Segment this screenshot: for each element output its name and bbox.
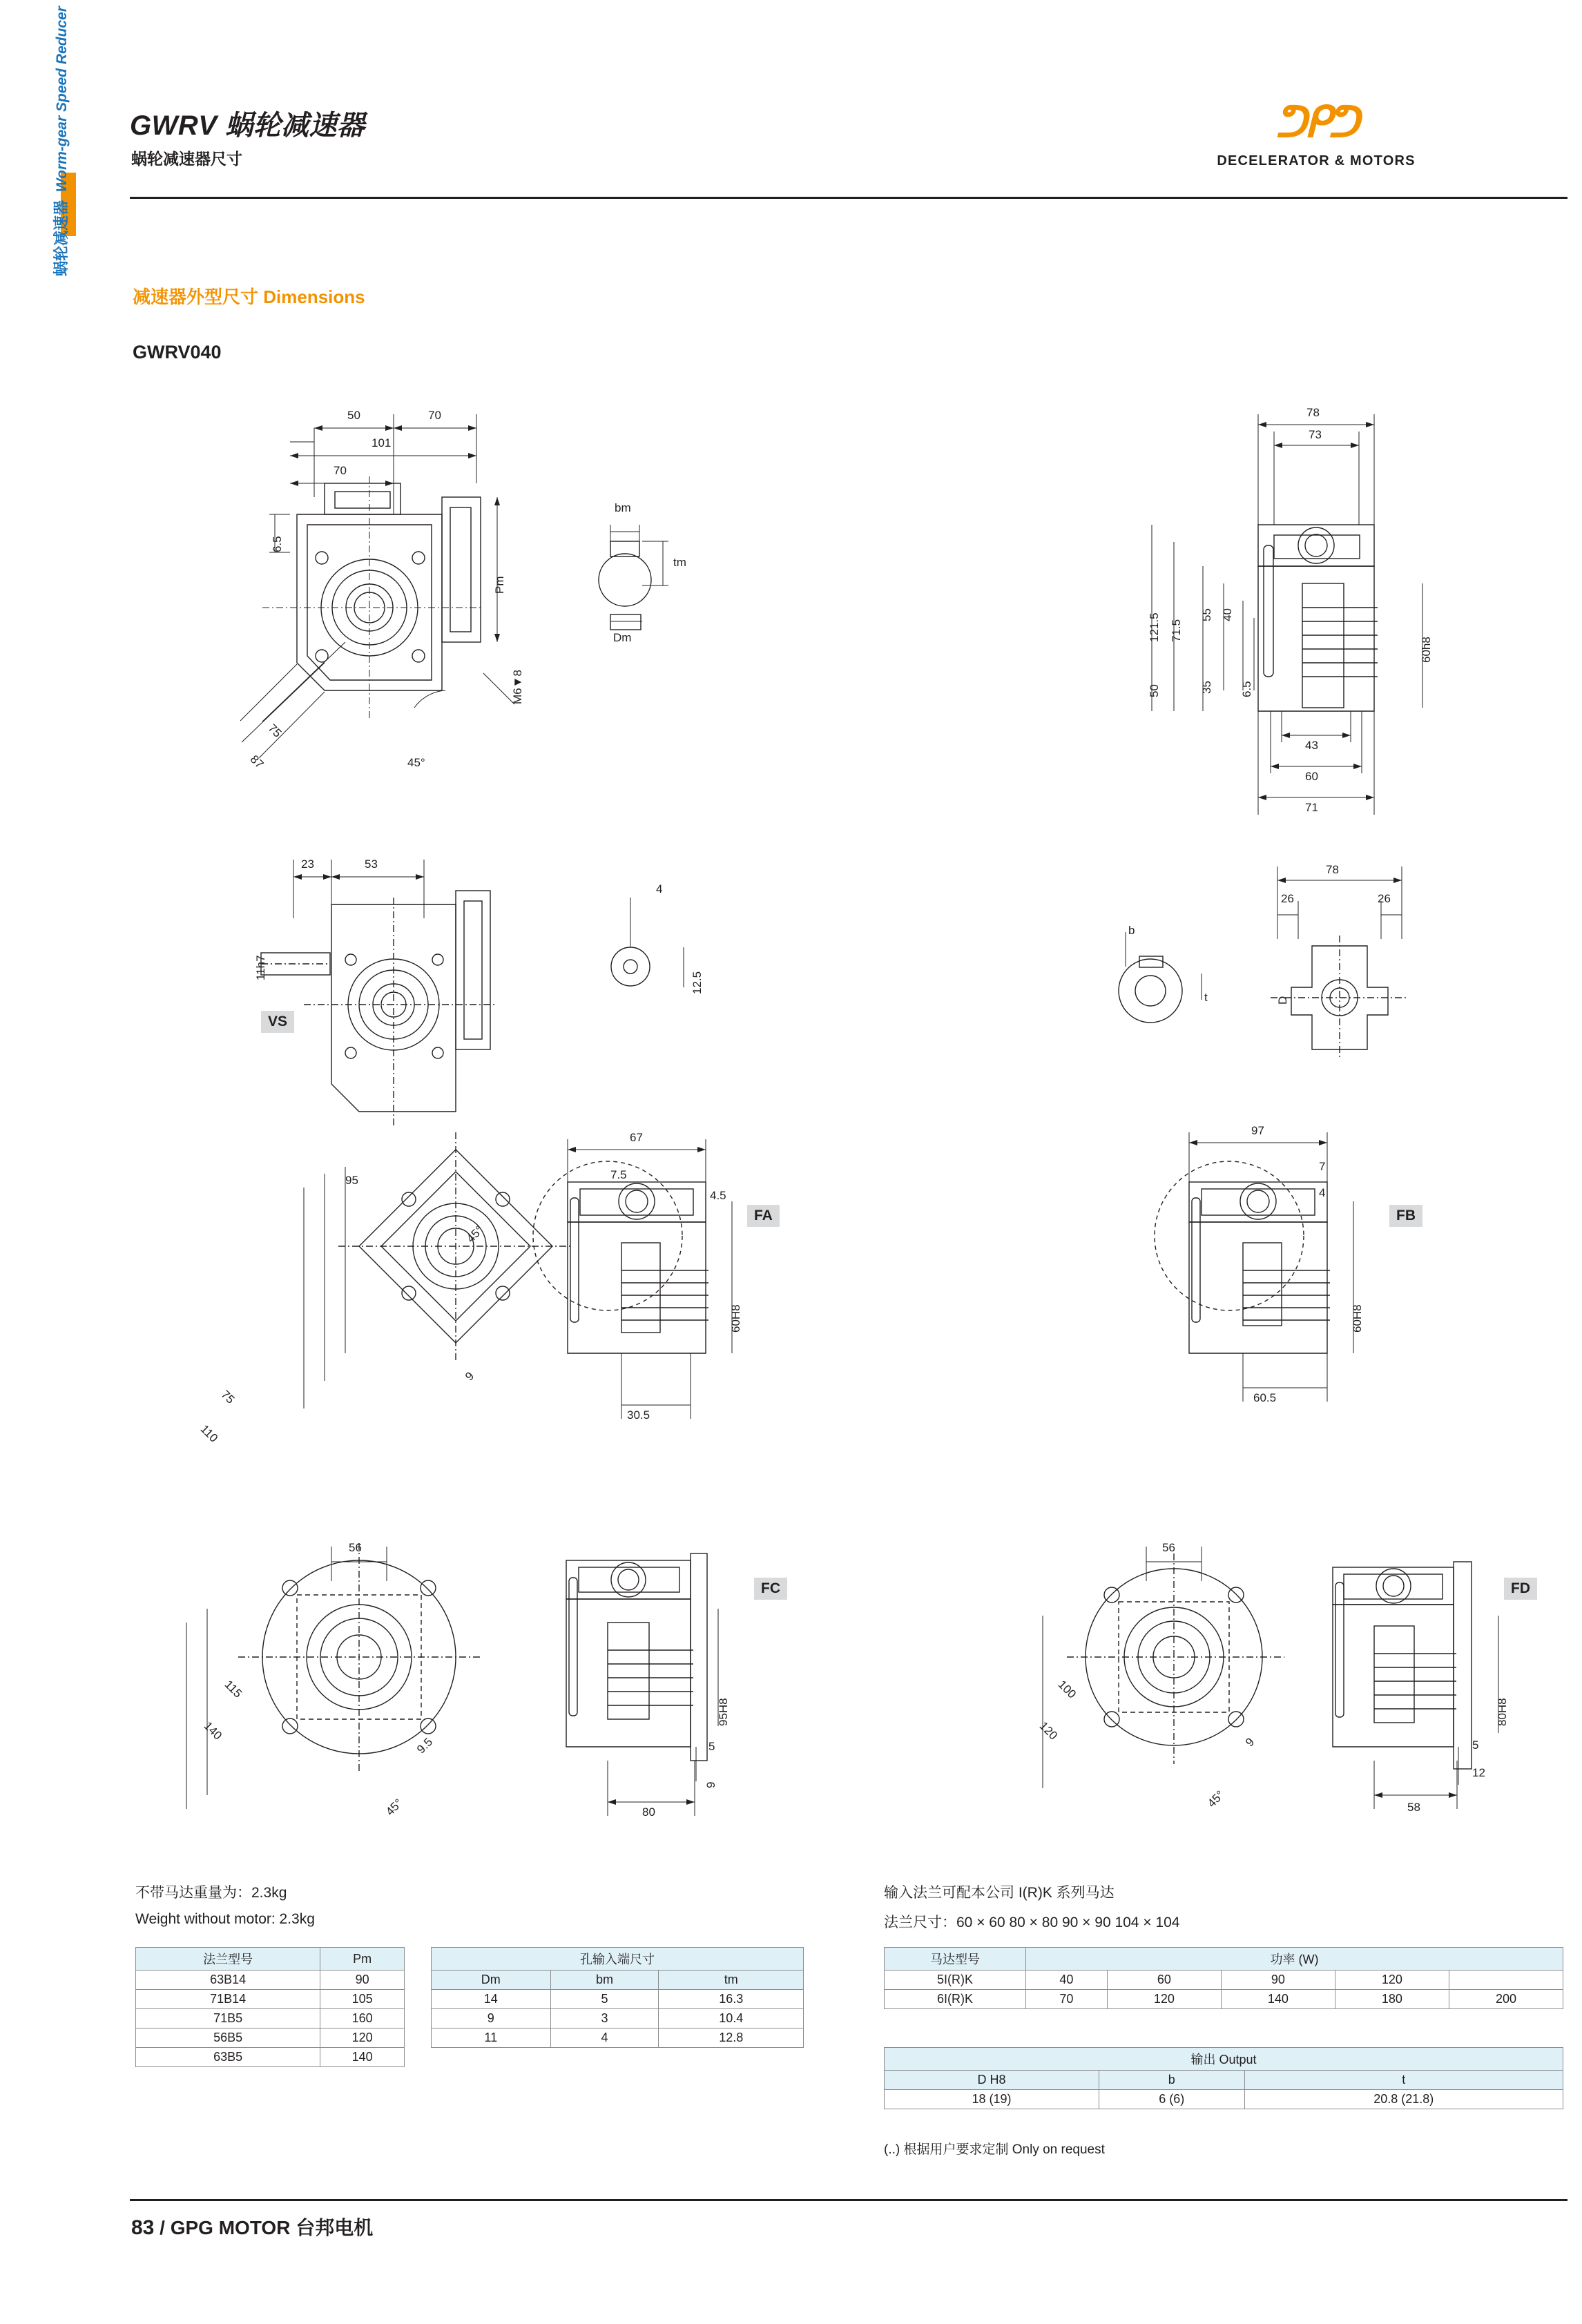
dim-6-5b: 6.5: [1240, 681, 1253, 697]
dim-40: 40: [1221, 608, 1234, 621]
cell: 180: [1335, 1990, 1449, 2009]
cell: [1449, 1970, 1563, 1990]
dim-78b: 78: [1326, 863, 1339, 876]
dim-t: t: [1204, 991, 1208, 1004]
cell: 71B5: [136, 2009, 320, 2028]
note-custom: (..) 根据用户要求定制 Only on request: [884, 2142, 1105, 2157]
dim-11h7: 11h7: [254, 955, 267, 980]
footer-text: / GPG MOTOR 台邦电机: [160, 2217, 374, 2238]
note-weight-en: Weight without motor: 2.3kg: [135, 1911, 315, 1927]
dim-95: 95: [345, 1174, 358, 1187]
dim-75: 75: [265, 722, 284, 740]
company-logo: [1171, 97, 1461, 180]
bore-th-0: Dm: [432, 1970, 551, 1990]
cell: 160: [320, 2009, 405, 2028]
cell: 16.3: [659, 1990, 804, 2009]
dim-71-5: 71.5: [1170, 619, 1183, 642]
dim-70b: 70: [334, 464, 347, 477]
footer-divider: [130, 2199, 1567, 2201]
dim-60h8-fa: 60H8: [729, 1304, 742, 1333]
view-tag-fc: FC: [754, 1578, 787, 1600]
dim-7-5: 7.5: [610, 1168, 627, 1181]
output-th-1: b: [1099, 2071, 1244, 2090]
table-row: [885, 2071, 1563, 2090]
dim-55: 55: [1200, 608, 1213, 621]
dim-56-fc: 56: [349, 1541, 362, 1554]
table-motor: [884, 1947, 1563, 2009]
dim-45deg-fc: 45°: [383, 1796, 405, 1819]
dim-60c: 60: [1305, 770, 1318, 783]
dim-9-fc: 9: [704, 1781, 717, 1788]
table-row: [136, 2009, 405, 2028]
dim-4: 4: [656, 882, 663, 895]
logo-mark-icon: ᕤᑭᕤ: [1275, 99, 1357, 146]
view-tag-vs: VS: [261, 1011, 294, 1033]
dim-50b: 50: [1148, 684, 1161, 697]
bore-th-2: tm: [659, 1970, 804, 1990]
dim-26b: 26: [1378, 892, 1391, 905]
cell: 5I(R)K: [885, 1970, 1026, 1990]
dim-67: 67: [630, 1131, 643, 1144]
cell: 14: [432, 1990, 551, 2009]
note-flange-cn: 输入法兰可配本公司 I(R)K 系列马达: [884, 1885, 1115, 1901]
bore-title: 孔输入端尺寸: [432, 1948, 804, 1970]
cell: 12.8: [659, 2028, 804, 2048]
table-row: [136, 1970, 405, 1990]
table-row: [432, 1990, 804, 2009]
dim-12-fd: 12: [1472, 1766, 1485, 1779]
output-title: 输出 Output: [885, 2048, 1563, 2071]
cell: 140: [1221, 1990, 1335, 2009]
cell: 140: [320, 2048, 405, 2067]
motor-col1: 马达型号: [885, 1948, 1026, 1970]
cell: 70: [1026, 1990, 1108, 2009]
cell: 18 (19): [885, 2090, 1099, 2109]
dim-9-fd: 9: [1243, 1735, 1257, 1750]
dim-97: 97: [1251, 1124, 1264, 1137]
dim-9: 9: [463, 1369, 477, 1384]
view-tag-fd: FD: [1504, 1578, 1537, 1600]
table-row: [136, 2028, 405, 2048]
dim-5-fd: 5: [1472, 1739, 1479, 1752]
dim-140: 140: [201, 1719, 225, 1743]
dim-6-5: 6.5: [271, 536, 284, 552]
dim-45deg-fa: 45°: [464, 1223, 486, 1246]
page-subtitle: 蜗轮减速器尺寸: [131, 150, 242, 168]
table-row: [432, 1948, 804, 1970]
dim-26a: 26: [1281, 892, 1294, 905]
dim-45deg-1: 45°: [407, 756, 425, 769]
dim-110: 110: [197, 1422, 221, 1445]
dim-45deg-fd: 45°: [1205, 1788, 1227, 1810]
output-th-2: t: [1244, 2071, 1563, 2090]
dim-60h8-fb: 60H8: [1351, 1304, 1364, 1333]
section-title-en: Dimensions: [263, 287, 365, 307]
dim-30-5: 30.5: [627, 1408, 650, 1422]
cell: 56B5: [136, 2028, 320, 2048]
model-name: GWRV040: [133, 342, 222, 362]
section-title-cn: 减速器外型尺寸: [133, 287, 259, 307]
page-number: 83: [131, 2216, 155, 2239]
dim-115: 115: [222, 1678, 245, 1701]
table-row: [136, 1990, 405, 2009]
dim-60-5: 60.5: [1253, 1391, 1277, 1404]
cell: 9: [432, 2009, 551, 2028]
table-bore: [431, 1947, 804, 2048]
cell: 120: [320, 2028, 405, 2048]
cell: 90: [1221, 1970, 1335, 1990]
side-tab-label-cn: 蜗轮减速器: [52, 200, 70, 276]
bore-th-1: bm: [550, 1970, 659, 1990]
dim-7-fb: 7: [1319, 1160, 1326, 1173]
page-title: GWRV 蜗轮减速器: [130, 110, 365, 141]
dim-101: 101: [372, 436, 392, 449]
dim-71b: 71: [1305, 801, 1318, 814]
cell: 6 (6): [1099, 2090, 1244, 2109]
dim-pm: Pm: [493, 576, 506, 594]
table-row: [885, 2090, 1563, 2109]
table-flange: [135, 1947, 405, 2067]
dim-23: 23: [301, 858, 314, 871]
cell: 120: [1335, 1970, 1449, 1990]
dim-56-fd: 56: [1162, 1541, 1175, 1554]
dim-60h8: 60h8: [1420, 637, 1433, 663]
table-row: [885, 2048, 1563, 2071]
dim-9-5: 9.5: [414, 1735, 436, 1756]
cell: 3: [550, 2009, 659, 2028]
table-row: [432, 2028, 804, 2048]
table-row: [885, 1970, 1563, 1990]
dim-4-fb: 4: [1319, 1186, 1326, 1199]
cell: 60: [1107, 1970, 1221, 1990]
table-row: [136, 2048, 405, 2067]
cell: 20.8 (21.8): [1244, 2090, 1563, 2109]
output-th-0: D H8: [885, 2071, 1099, 2090]
dim-78a: 78: [1306, 406, 1320, 419]
dim-d: D: [1276, 996, 1289, 1005]
cell: 11: [432, 2028, 551, 2048]
cell: 5: [550, 1990, 659, 2009]
dim-43: 43: [1305, 739, 1318, 752]
dim-75b: 75: [218, 1388, 238, 1406]
side-tab-label: [50, 0, 71, 276]
footer: [131, 2213, 373, 2240]
cell: 10.4: [659, 2009, 804, 2028]
side-tab-label-en: Worm-gear Speed Reducer: [54, 6, 70, 193]
cell: 90: [320, 1970, 405, 1990]
header-divider: [130, 197, 1567, 199]
section-title: [133, 283, 365, 309]
cell: 200: [1449, 1990, 1563, 2009]
view-tag-fa: FA: [747, 1205, 780, 1227]
dim-50: 50: [347, 409, 360, 422]
dim-5-fc: 5: [708, 1740, 715, 1753]
dim-87: 87: [247, 753, 267, 771]
note-weight-cn: 不带马达重量为：2.3kg: [135, 1885, 287, 1901]
view-tag-fb: FB: [1389, 1205, 1422, 1227]
table-output: [884, 2047, 1563, 2109]
table-row: [432, 2009, 804, 2028]
dim-tm: tm: [673, 556, 686, 569]
table-row: [432, 1970, 804, 1990]
dim-dm: Dm: [613, 631, 632, 644]
dim-bm: bm: [615, 501, 631, 514]
dim-80: 80: [642, 1805, 655, 1819]
cell: 63B14: [136, 1970, 320, 1990]
table-row: [136, 1948, 405, 1970]
dim-58: 58: [1407, 1801, 1420, 1814]
dim-35: 35: [1200, 681, 1213, 694]
cell: 63B5: [136, 2048, 320, 2067]
motor-col2: 功率 (W): [1026, 1948, 1563, 1970]
dim-121-5: 121.5: [1148, 612, 1161, 642]
flange-th-0: 法兰型号: [136, 1948, 320, 1970]
cell: 71B14: [136, 1990, 320, 2009]
logo-text: DECELERATOR & MOTORS: [1217, 153, 1416, 168]
dim-m6: M6▼8: [511, 670, 524, 704]
dim-73: 73: [1309, 428, 1322, 441]
dim-120: 120: [1036, 1719, 1061, 1743]
dim-53: 53: [365, 858, 378, 871]
cell: 40: [1026, 1970, 1108, 1990]
dim-12-5: 12.5: [691, 971, 704, 994]
dim-4-5: 4.5: [710, 1189, 726, 1202]
cell: 4: [550, 2028, 659, 2048]
dim-100: 100: [1055, 1678, 1079, 1701]
cell: 6I(R)K: [885, 1990, 1026, 2009]
cell: 105: [320, 1990, 405, 2009]
flange-th-1: Pm: [320, 1948, 405, 1970]
dim-80h8: 80H8: [1496, 1698, 1509, 1726]
cell: 120: [1107, 1990, 1221, 2009]
dim-b: b: [1128, 924, 1135, 937]
dim-70a: 70: [428, 409, 441, 422]
table-row: [885, 1990, 1563, 2009]
table-row: [885, 1948, 1563, 1970]
note-flange-size: 法兰尺寸：60 × 60 80 × 80 90 × 90 104 × 104: [884, 1915, 1180, 1930]
dim-95h8: 95H8: [717, 1698, 730, 1726]
